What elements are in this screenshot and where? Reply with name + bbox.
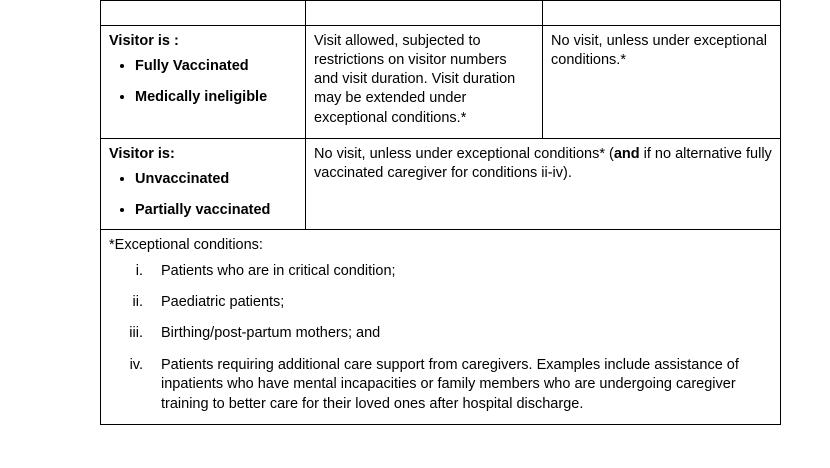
list-item bbox=[109, 262, 772, 281]
category-title: Visitor is: bbox=[109, 145, 175, 162]
policy-visit-allowed bbox=[306, 26, 543, 139]
list-item: • Unvaccinated bbox=[135, 170, 297, 189]
list-item-text: Birthing/post-partum mothers; and bbox=[161, 325, 381, 342]
list-item: • Medically ineligible bbox=[135, 88, 297, 107]
visitor-category-vaccinated bbox=[101, 26, 306, 139]
list-item: • Partially vaccinated bbox=[135, 201, 297, 220]
header-strip-cell-b bbox=[306, 1, 543, 26]
category-list bbox=[109, 57, 297, 107]
policy-text-emphasis: and bbox=[613, 145, 640, 162]
visitor-policy-table bbox=[100, 0, 781, 425]
policy-text-prefix: No visit, unless under exceptional conditions* ( bbox=[314, 145, 614, 162]
list-item-text: Paediatric patients; bbox=[161, 293, 285, 310]
exceptional-conditions-list bbox=[109, 262, 772, 415]
category-title: Visitor is : bbox=[109, 33, 179, 49]
policy-text: No visit, unless under exceptional conditions.* bbox=[551, 33, 768, 69]
policy-no-visit-combined bbox=[306, 138, 781, 230]
policy-text-suffix: if no alternative fully vaccinated caregiver for conditions ii-iv). bbox=[314, 145, 772, 181]
visitor-category-unvaccinated bbox=[101, 138, 306, 230]
list-item-text: Patients who are in critical condition; bbox=[161, 262, 396, 279]
list-item bbox=[109, 356, 772, 414]
header-strip-cell-a bbox=[101, 1, 306, 26]
list-item: • Fully Vaccinated bbox=[135, 57, 297, 76]
list-item-text: Patients requiring additional care support from caregivers. Examples include assistance of inpatients who have mental incapacities or family members who are undergoing caregiver training to better care for their loved ones after hospital discharge. bbox=[161, 356, 739, 412]
list-item-numeral: iv. bbox=[129, 356, 143, 373]
table-row bbox=[101, 138, 781, 230]
policy-no-visit bbox=[543, 26, 781, 139]
policy-text: Visit allowed, subjected to restrictions on visitor numbers and visit duration. Visit duration may be extended under exceptional conditions.* bbox=[314, 33, 516, 126]
table-row-footnote bbox=[101, 230, 781, 425]
footnote-title: *Exceptional conditions: bbox=[109, 237, 263, 254]
header-strip-cell-c bbox=[543, 1, 781, 26]
list-item-numeral: i. bbox=[135, 262, 143, 279]
list-item-numeral: iii. bbox=[129, 325, 143, 342]
list-item-numeral: ii. bbox=[132, 293, 143, 310]
table-row-header-strip bbox=[101, 1, 781, 26]
table-row bbox=[101, 26, 781, 139]
list-item bbox=[109, 293, 772, 312]
list-item bbox=[109, 324, 772, 343]
policy-text bbox=[314, 145, 772, 183]
exceptional-conditions-cell bbox=[101, 230, 781, 425]
category-list bbox=[109, 170, 297, 220]
